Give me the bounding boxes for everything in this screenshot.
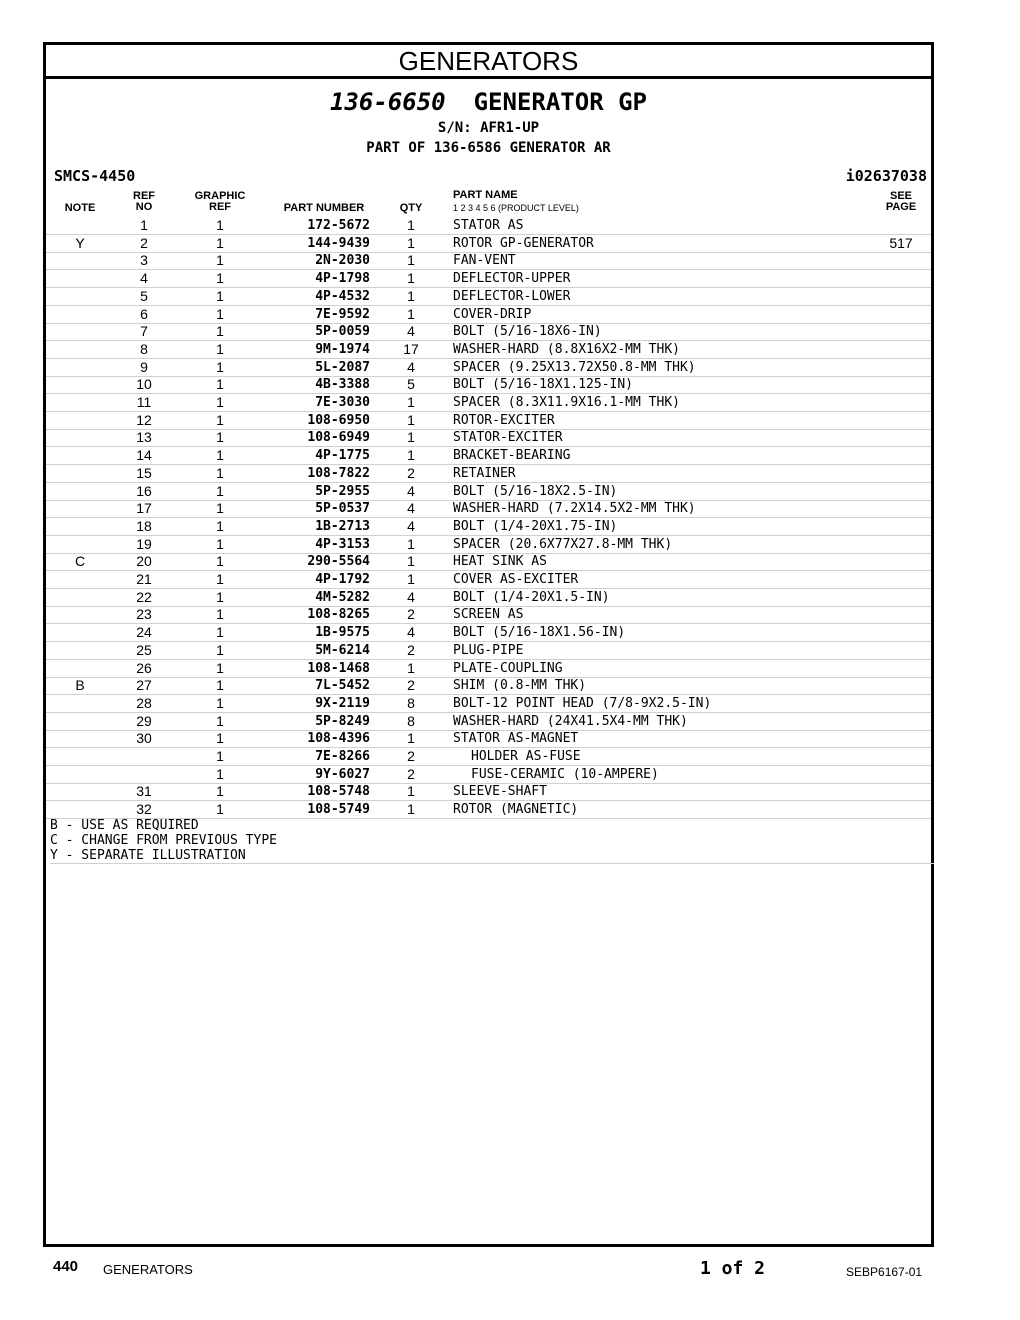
cell-graphic-ref: 1 bbox=[216, 429, 224, 446]
cell-part-number: 9Y-6027 bbox=[315, 766, 370, 782]
cell-part-name: BOLT (5/16-18X2.5-IN) bbox=[453, 483, 618, 499]
cell-graphic-ref: 1 bbox=[216, 305, 224, 322]
cell-part-number: 172-5672 bbox=[307, 218, 370, 233]
table-row bbox=[46, 376, 931, 394]
cell-part-name: SPACER (8.3X11.9X16.1-MM THK) bbox=[453, 395, 680, 410]
cell-part-name: SPACER (9.25X13.72X50.8-MM THK) bbox=[453, 359, 696, 375]
table-row bbox=[46, 518, 931, 536]
cell-qty: 1 bbox=[407, 287, 415, 304]
cell-qty: 2 bbox=[407, 677, 415, 694]
cell-see-page: 517 bbox=[889, 234, 913, 251]
cell-part-name: BOLT (5/16-18X1.56-IN) bbox=[453, 625, 626, 641]
col-header-see-top: SEE bbox=[889, 190, 912, 202]
table-row bbox=[46, 235, 931, 253]
table-row bbox=[46, 394, 931, 412]
cell-ref-no: 32 bbox=[136, 801, 152, 818]
cell-ref-no: 19 bbox=[136, 535, 152, 552]
cell-qty: 2 bbox=[407, 765, 415, 782]
cell-graphic-ref: 1 bbox=[216, 765, 224, 782]
cell-ref-no: 3 bbox=[140, 252, 148, 269]
cell-graphic-ref: 1 bbox=[216, 571, 224, 587]
table-row bbox=[46, 288, 931, 306]
cell-ref-no: 29 bbox=[136, 712, 152, 729]
cell-ref-no: 18 bbox=[136, 517, 152, 534]
cell-graphic-ref: 1 bbox=[216, 517, 224, 534]
cell-qty: 1 bbox=[407, 217, 415, 233]
cell-graphic-ref: 1 bbox=[216, 234, 224, 251]
cell-ref-no: 16 bbox=[136, 482, 152, 499]
cell-graphic-ref: 1 bbox=[216, 252, 224, 269]
cell-part-name: STATOR AS-MAGNET bbox=[453, 731, 579, 747]
cell-part-name: BRACKET-BEARING bbox=[453, 448, 571, 464]
cell-graphic-ref: 1 bbox=[216, 801, 224, 818]
cell-graphic-ref: 1 bbox=[216, 606, 224, 623]
table-row bbox=[46, 589, 931, 607]
cell-part-name: PLUG-PIPE bbox=[453, 642, 524, 658]
cell-part-number: 108-6950 bbox=[307, 412, 370, 428]
table-row bbox=[46, 571, 931, 589]
cell-ref-no: 13 bbox=[136, 429, 152, 446]
cell-part-name: BOLT (5/16-18X1.125-IN) bbox=[453, 377, 634, 393]
footer-page-number: 440 bbox=[53, 1258, 79, 1275]
cell-qty: 1 bbox=[407, 447, 415, 464]
cell-qty: 1 bbox=[407, 252, 415, 269]
col-header-part-number: PART NUMBER bbox=[283, 202, 365, 214]
cell-part-name: BOLT (5/16-18X6-IN) bbox=[453, 324, 602, 340]
cell-part-name: DEFLECTOR-LOWER bbox=[453, 288, 571, 304]
footer-page-of: 1 of 2 bbox=[700, 1258, 766, 1279]
cell-graphic-ref: 1 bbox=[216, 677, 224, 694]
cell-ref-no: 7 bbox=[140, 323, 148, 340]
cell-part-number: 5M-6214 bbox=[315, 642, 370, 658]
cell-note: C bbox=[74, 553, 86, 570]
table-row bbox=[46, 713, 931, 731]
col-header-product-levels: 1 2 3 4 5 6 (PRODUCT LEVEL) bbox=[453, 203, 579, 213]
cell-graphic-ref: 1 bbox=[216, 624, 224, 641]
cell-ref-no: 20 bbox=[136, 553, 152, 570]
part-of-label: PART OF 136-6586 GENERATOR AR bbox=[366, 140, 611, 156]
cell-part-name: HOLDER AS-FUSE bbox=[471, 749, 581, 764]
cell-part-number: 7E-3030 bbox=[315, 395, 370, 410]
cell-graphic-ref: 1 bbox=[216, 730, 224, 747]
cell-ref-no: 12 bbox=[136, 411, 152, 428]
cell-ref-no: 10 bbox=[136, 376, 152, 393]
table-row bbox=[46, 624, 931, 642]
cell-graphic-ref: 1 bbox=[216, 340, 224, 357]
cell-qty: 17 bbox=[403, 340, 419, 357]
note-line: Y - SEPARATE ILLUSTRATION bbox=[50, 848, 246, 863]
cell-part-number: 108-4396 bbox=[307, 731, 370, 747]
cell-qty: 1 bbox=[407, 394, 415, 410]
cell-qty: 2 bbox=[407, 641, 415, 658]
table-row bbox=[46, 606, 931, 624]
cell-graphic-ref: 1 bbox=[216, 482, 224, 499]
cell-ref-no: 8 bbox=[140, 340, 148, 357]
cell-part-number: 7E-9592 bbox=[315, 306, 370, 322]
cell-qty: 2 bbox=[407, 464, 415, 481]
table-row bbox=[46, 306, 931, 324]
cell-qty: 5 bbox=[407, 376, 415, 393]
cell-ref-no: 30 bbox=[136, 730, 152, 747]
cell-qty: 4 bbox=[407, 358, 415, 375]
cell-part-name: SPACER (20.6X77X27.8-MM THK) bbox=[453, 536, 673, 552]
document-identifier: i02637038 bbox=[845, 167, 927, 185]
cell-ref-no: 4 bbox=[140, 270, 148, 287]
cell-part-number: 5P-0059 bbox=[315, 324, 370, 340]
cell-qty: 1 bbox=[407, 783, 415, 800]
cell-part-number: 108-8265 bbox=[307, 607, 370, 623]
cell-ref-no: 22 bbox=[136, 588, 152, 605]
table-row bbox=[46, 642, 931, 660]
cell-ref-no: 2 bbox=[140, 234, 148, 251]
table-row bbox=[46, 783, 931, 801]
cell-graphic-ref: 1 bbox=[216, 287, 224, 304]
col-header-ref-bottom: NO bbox=[135, 201, 153, 213]
cell-part-number: 2N-2030 bbox=[315, 253, 370, 269]
cell-part-name: SLEEVE-SHAFT bbox=[453, 784, 547, 800]
col-header-graphic-ref bbox=[192, 191, 248, 213]
table-row bbox=[46, 553, 931, 571]
col-header-qty: QTY bbox=[399, 202, 423, 214]
table-row bbox=[46, 412, 931, 430]
cell-part-number: 4P-1798 bbox=[315, 271, 370, 287]
section-title: GENERATORS bbox=[46, 45, 931, 79]
cell-qty: 1 bbox=[407, 305, 415, 322]
cell-graphic-ref: 1 bbox=[216, 358, 224, 375]
cell-graphic-ref: 1 bbox=[216, 376, 224, 393]
parts-page-frame bbox=[43, 42, 934, 1247]
col-header-note: NOTE bbox=[64, 202, 96, 214]
cell-part-number: 290-5564 bbox=[307, 554, 370, 570]
cell-qty: 1 bbox=[407, 659, 415, 676]
cell-graphic-ref: 1 bbox=[216, 500, 224, 517]
cell-part-number: 1B-9575 bbox=[315, 625, 370, 641]
cell-ref-no: 26 bbox=[136, 659, 152, 676]
cell-qty: 1 bbox=[407, 429, 415, 446]
col-header-ref-no bbox=[128, 191, 160, 213]
cell-graphic-ref: 1 bbox=[216, 553, 224, 570]
cell-graphic-ref: 1 bbox=[216, 659, 224, 676]
cell-graphic-ref: 1 bbox=[216, 748, 224, 764]
cell-graphic-ref: 1 bbox=[216, 694, 224, 711]
cell-part-name: WASHER-HARD (7.2X14.5X2-MM THK) bbox=[453, 501, 696, 517]
cell-part-number: 5L-2087 bbox=[315, 359, 370, 375]
cell-ref-no: 27 bbox=[136, 677, 152, 694]
group-title bbox=[46, 87, 931, 117]
cell-part-number: 144-9439 bbox=[307, 235, 370, 251]
cell-part-name: FUSE-CERAMIC (10-AMPERE) bbox=[471, 766, 659, 782]
note-line: B - USE AS REQUIRED bbox=[50, 818, 199, 833]
cell-part-name: SHIM (0.8-MM THK) bbox=[453, 678, 587, 694]
cell-qty: 1 bbox=[407, 553, 415, 570]
cell-qty: 1 bbox=[407, 801, 415, 818]
cell-qty: 4 bbox=[407, 500, 415, 517]
table-row bbox=[46, 730, 931, 748]
cell-part-name: HEAT SINK AS bbox=[453, 554, 547, 570]
col-header-see-bottom: PAGE bbox=[885, 201, 917, 213]
cell-part-number: 4B-3388 bbox=[315, 377, 370, 393]
cell-ref-no: 21 bbox=[136, 571, 152, 587]
cell-ref-no: 14 bbox=[136, 447, 152, 464]
cell-part-name: COVER-DRIP bbox=[453, 306, 532, 322]
cell-part-name: DEFLECTOR-UPPER bbox=[453, 271, 571, 287]
cell-part-number: 5P-0537 bbox=[315, 501, 370, 517]
table-row bbox=[46, 500, 931, 518]
cell-part-name: BOLT-12 POINT HEAD (7/8-9X2.5-IN) bbox=[453, 695, 712, 711]
cell-qty: 2 bbox=[407, 606, 415, 623]
table-row bbox=[46, 748, 931, 766]
cell-part-name: SCREEN AS bbox=[453, 607, 524, 623]
col-header-see-page bbox=[876, 191, 926, 213]
table-row bbox=[46, 536, 931, 554]
footer-section: GENERATORS bbox=[103, 1262, 193, 1277]
cell-graphic-ref: 1 bbox=[216, 323, 224, 340]
cell-ref-no: 17 bbox=[136, 500, 152, 517]
cell-ref-no: 11 bbox=[136, 394, 152, 410]
cell-part-name: STATOR-EXCITER bbox=[453, 430, 563, 446]
cell-part-number: 4P-1792 bbox=[315, 572, 370, 587]
cell-part-name: ROTOR (MAGNETIC) bbox=[453, 802, 579, 818]
cell-ref-no: 24 bbox=[136, 624, 152, 641]
cell-part-number: 4M-5282 bbox=[315, 589, 370, 605]
cell-part-name: WASHER-HARD (24X41.5X4-MM THK) bbox=[453, 713, 688, 729]
cell-part-name: BOLT (1/4-20X1.5-IN) bbox=[453, 589, 610, 605]
table-row bbox=[46, 217, 931, 235]
cell-part-number: 5P-8249 bbox=[315, 713, 370, 729]
cell-qty: 4 bbox=[407, 588, 415, 605]
cell-ref-no: 15 bbox=[136, 464, 152, 481]
table-row bbox=[46, 270, 931, 288]
cell-qty: 4 bbox=[407, 482, 415, 499]
table-row bbox=[46, 465, 931, 483]
cell-part-name: STATOR AS bbox=[453, 218, 524, 233]
col-header-graphic-bottom: REF bbox=[209, 201, 231, 213]
cell-qty: 4 bbox=[407, 624, 415, 641]
cell-graphic-ref: 1 bbox=[216, 641, 224, 658]
cell-part-name: BOLT (1/4-20X1.75-IN) bbox=[453, 518, 618, 534]
cell-qty: 8 bbox=[407, 694, 415, 711]
cell-graphic-ref: 1 bbox=[216, 588, 224, 605]
cell-part-number: 4P-3153 bbox=[315, 536, 370, 552]
note-line: C - CHANGE FROM PREVIOUS TYPE bbox=[50, 833, 277, 848]
cell-note: B bbox=[75, 677, 85, 694]
cell-note: Y bbox=[75, 234, 85, 251]
cell-part-number: 9M-1974 bbox=[315, 341, 370, 357]
table-row bbox=[46, 429, 931, 447]
cell-qty: 1 bbox=[407, 535, 415, 552]
smcs-code: SMCS-4450 bbox=[54, 167, 136, 185]
table-row bbox=[46, 660, 931, 678]
cell-graphic-ref: 1 bbox=[216, 464, 224, 481]
cell-qty: 4 bbox=[407, 323, 415, 340]
table-row bbox=[46, 766, 931, 784]
cell-part-number: 4P-1775 bbox=[315, 448, 370, 464]
cell-part-number: 108-7822 bbox=[307, 465, 370, 481]
cell-part-number: 9X-2119 bbox=[315, 695, 370, 711]
cell-part-name: ROTOR GP-GENERATOR bbox=[453, 235, 594, 251]
cell-qty: 2 bbox=[407, 748, 415, 764]
cell-part-number: 5P-2955 bbox=[315, 483, 370, 499]
cell-part-number: 108-5749 bbox=[307, 802, 370, 818]
col-header-part-name: PART NAME bbox=[453, 189, 518, 201]
cell-graphic-ref: 1 bbox=[216, 394, 224, 410]
cell-qty: 1 bbox=[407, 571, 415, 587]
table-row bbox=[46, 252, 931, 270]
cell-part-number: 108-1468 bbox=[307, 660, 370, 676]
col-header-ref-top: REF bbox=[133, 190, 155, 202]
table-row bbox=[46, 695, 931, 713]
cell-qty: 4 bbox=[407, 517, 415, 534]
cell-graphic-ref: 1 bbox=[216, 783, 224, 800]
cell-ref-no: 23 bbox=[136, 606, 152, 623]
serial-range: S/N: AFR1-UP bbox=[437, 120, 540, 136]
cell-part-number: 1B-2713 bbox=[315, 518, 370, 534]
cell-qty: 1 bbox=[407, 234, 415, 251]
cell-part-name: WASHER-HARD (8.8X16X2-MM THK) bbox=[453, 341, 680, 357]
table-row bbox=[46, 801, 931, 819]
cell-ref-no: 1 bbox=[140, 217, 148, 233]
cell-graphic-ref: 1 bbox=[216, 411, 224, 428]
cell-part-name: ROTOR-EXCITER bbox=[453, 412, 555, 428]
group-name: GENERATOR GP bbox=[473, 88, 647, 116]
table-row bbox=[46, 341, 931, 359]
cell-graphic-ref: 1 bbox=[216, 270, 224, 287]
cell-part-name: FAN-VENT bbox=[453, 253, 516, 269]
cell-part-number: 108-6949 bbox=[307, 430, 370, 446]
cell-part-number: 4P-4532 bbox=[315, 288, 370, 304]
cell-ref-no: 31 bbox=[136, 783, 152, 800]
cell-part-number: 7E-8266 bbox=[315, 749, 370, 764]
table-row bbox=[46, 677, 931, 695]
table-row bbox=[46, 323, 931, 341]
cell-qty: 1 bbox=[407, 270, 415, 287]
footer-document-number: SEBP6167-01 bbox=[846, 1265, 923, 1279]
cell-part-number: 7L-5452 bbox=[315, 678, 370, 694]
cell-qty: 1 bbox=[407, 730, 415, 747]
cell-graphic-ref: 1 bbox=[216, 217, 224, 233]
cell-graphic-ref: 1 bbox=[216, 712, 224, 729]
cell-ref-no: 9 bbox=[140, 358, 148, 375]
cell-graphic-ref: 1 bbox=[216, 447, 224, 464]
cell-ref-no: 6 bbox=[140, 305, 148, 322]
col-header-graphic-top: GRAPHIC bbox=[194, 190, 246, 202]
cell-ref-no: 5 bbox=[140, 287, 148, 304]
cell-ref-no: 25 bbox=[136, 641, 152, 658]
cell-part-name: PLATE-COUPLING bbox=[453, 660, 563, 676]
cell-part-number: 108-5748 bbox=[307, 784, 370, 800]
group-part-number: 136-6650 bbox=[330, 88, 446, 116]
cell-qty: 1 bbox=[407, 411, 415, 428]
cell-qty: 8 bbox=[407, 712, 415, 729]
table-row bbox=[46, 359, 931, 377]
notes-legend bbox=[50, 818, 934, 864]
cell-part-name: RETAINER bbox=[453, 465, 516, 481]
cell-ref-no: 28 bbox=[136, 694, 152, 711]
cell-graphic-ref: 1 bbox=[216, 535, 224, 552]
table-row bbox=[46, 483, 931, 501]
cell-part-name: COVER AS-EXCITER bbox=[453, 572, 579, 587]
table-row bbox=[46, 447, 931, 465]
